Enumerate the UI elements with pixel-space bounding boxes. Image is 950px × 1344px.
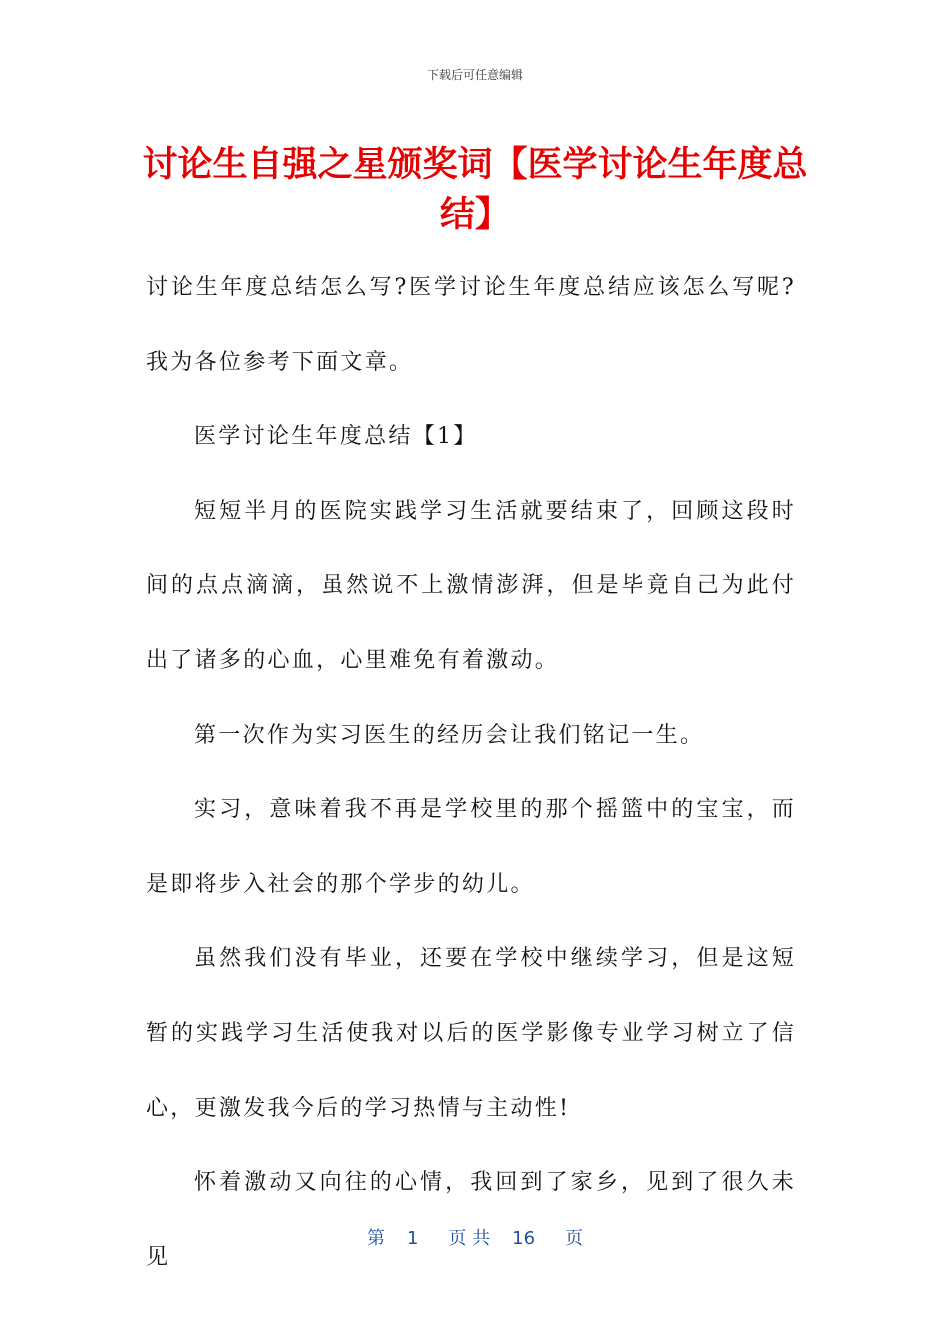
paragraph: 短短半月的医院实践学习生活就要结束了，回顾这段时间的点点滴滴，虽然说不上激情澎湃，但是毕竟自己为此付出了诸多的心血，心里难免有着激动。 (146, 498, 796, 673)
footer-page-number: 1 (406, 1228, 419, 1249)
footer-total-pages: 16 (512, 1228, 536, 1249)
paragraph: 怀着激动又向往的心情，我回到了家乡，见到了很久未见 (146, 1170, 796, 1270)
document-title: 讨论生自强之星颁奖词【医学讨论生年度总结】 (142, 145, 808, 235)
footer-page-suffix: 页 (565, 1228, 584, 1249)
paragraph: 第一次作为实习医生的经历会让我们铭记一生。 (194, 722, 705, 748)
paragraph: 实习，意味着我不再是学校里的那个摇篮中的宝宝，而是即将步入社会的那个学步的幼儿。 (146, 797, 796, 897)
footer-page-middle: 页 共 (448, 1228, 491, 1249)
page-footer (0, 1224, 950, 1250)
paragraph: 虽然我们没有毕业，还要在学校中继续学习，但是这短暂的实践学习生活使我对以后的医学影像专业学习树立了信心，更激发我今后的学习热情与主动性! (146, 946, 796, 1121)
paragraph-intro: 讨论生年度总结怎么写?医学讨论生年度总结应该怎么写呢?我为各位参考下面文章。 (146, 275, 796, 375)
footer-page-prefix: 第 (366, 1228, 385, 1249)
document-body (146, 251, 796, 1295)
header-note: 下载后可任意编辑 (426, 68, 523, 82)
paragraph-section-heading: 医学讨论生年度总结【1】 (194, 424, 478, 450)
